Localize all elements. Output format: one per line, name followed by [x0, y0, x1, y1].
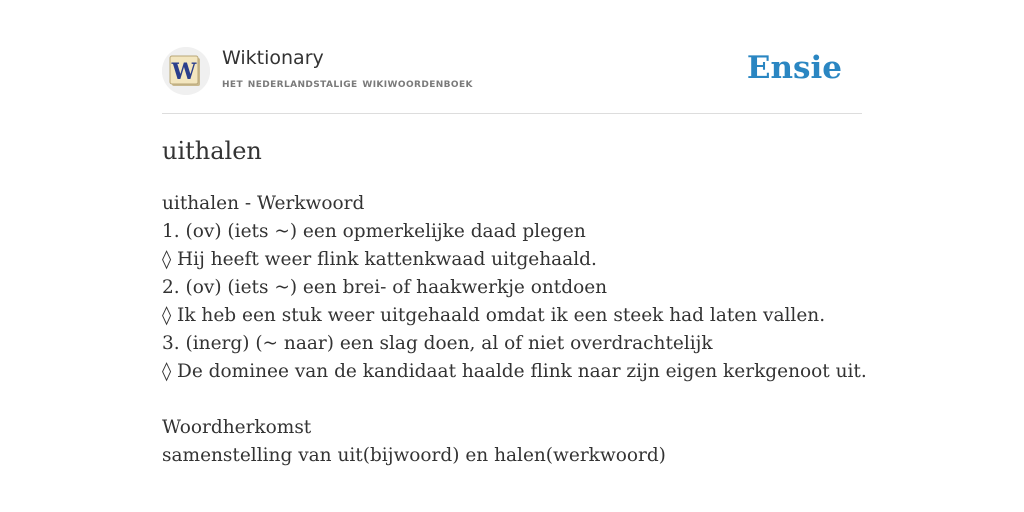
site-header [162, 44, 862, 98]
logo-letter: W [171, 59, 197, 85]
wiktionary-logo-icon[interactable] [162, 47, 210, 95]
definition-line: 2. (ov) (iets ~) een brei- of haakwerkje ontdoen [162, 277, 608, 298]
etymology-heading: Woordherkomst [162, 417, 312, 438]
etymology-text: samenstelling van uit(bijwoord) en halen(werkwoord) [162, 445, 666, 466]
entry-content [162, 190, 867, 470]
brand-subtitle: het nederlandstalige wikiwoordenboek [222, 75, 473, 90]
brand-name[interactable]: Wiktionary [222, 47, 324, 69]
definition-line: 3. (inerg) (~ naar) een slag doen, al of niet overdrachtelijk [162, 333, 713, 354]
ensie-logo-link[interactable]: Ensie [746, 50, 842, 86]
definition-line: 1. (ov) (iets ~) een opmerkelijke daad plegen [162, 221, 586, 242]
page-title: uithalen [162, 137, 262, 165]
spacer [162, 386, 862, 414]
header-divider [162, 113, 862, 114]
entry-card [162, 0, 867, 512]
entry-heading: uithalen - Werkwoord [162, 193, 365, 214]
example-line: ◊ Ik heb een stuk weer uitgehaald omdat ik een steek had laten vallen. [162, 305, 826, 326]
example-line: ◊ Hij heeft weer flink kattenkwaad uitgehaald. [162, 249, 597, 270]
example-line: ◊ De dominee van de kandidaat haalde flink naar zijn eigen kerkgenoot uit. [162, 361, 867, 382]
